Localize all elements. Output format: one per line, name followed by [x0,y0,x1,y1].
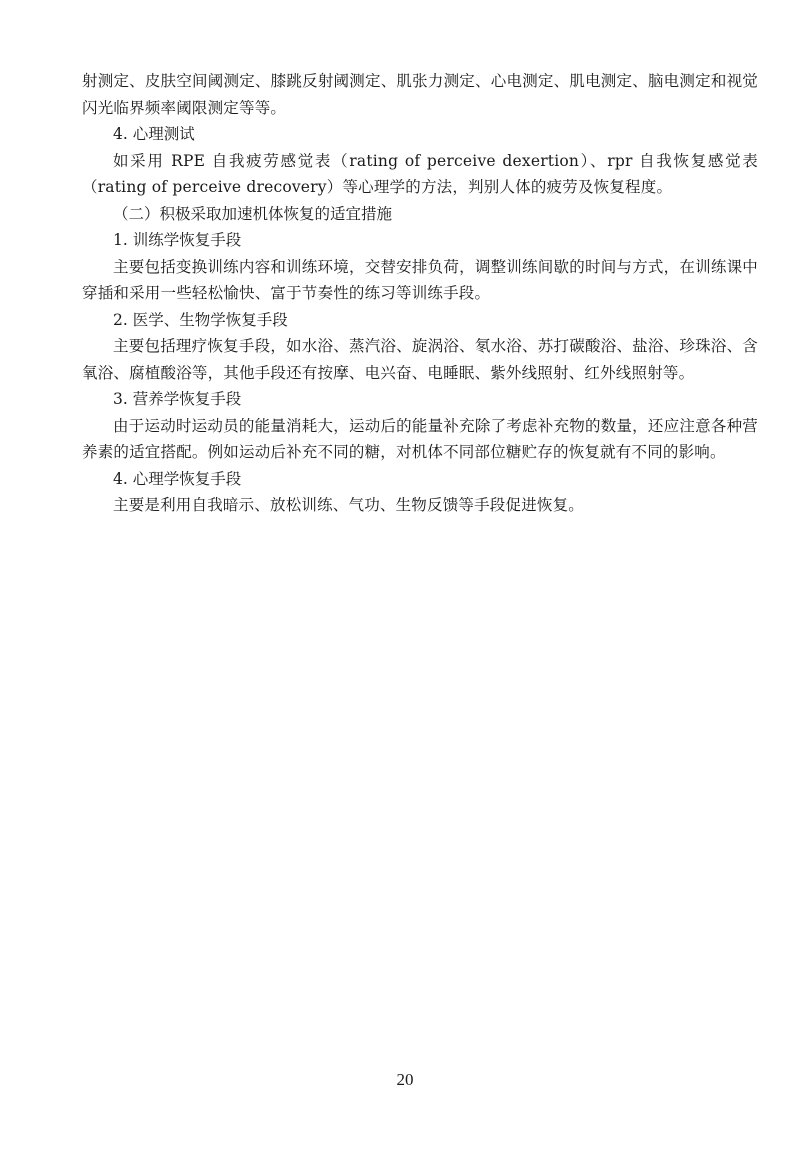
heading-nutrition: 3. 营养学恢复手段 [113,390,242,408]
paragraph-medical: 主要包括理疗恢复手段，如水浴、蒸汽浴、旋涡浴、氡水浴、苏打碳酸浴、盐浴、珍珠浴、含氧浴、腐植酸浴等，其他手段还有按摩、电兴奋、电睡眠、紫外线照射、红外线照射等。 [82,337,758,382]
heading-training: 1. 训练学恢复手段 [113,231,242,249]
heading-psych-recovery: 4. 心理学恢复手段 [113,469,242,488]
heading-medical: 2. 医学、生物学恢复手段 [113,310,288,329]
page-content [82,68,758,519]
page-number: 20 [396,1070,414,1089]
paragraph-training: 主要包括变换训练内容和训练环境，交替安排负荷，调整训练间歇的时间与方式，在训练课中穿插和采用一些轻松愉快、富于节奏性的练习等训练手段。 [82,257,758,302]
heading-section-2: （二）积极采取加速机体恢复的适宜措施 [113,204,393,223]
paragraph-psych-recovery: 主要是利用自我暗示、放松训练、气功、生物反馈等手段促进恢复。 [113,496,585,514]
paragraph-nutrition: 由于运动时运动员的能量消耗大，运动后的能量补充除了考虑补充物的数量，还应注意各种营养素的适宜搭配。例如运动后补充不同的糖，对机体不同部位糖贮存的恢复就有不同的影响。 [82,416,758,461]
paragraph-psych-test: 如采用 RPE 自我疲劳感觉表（rating of perceive dexertion）、rpr 自我恢复感觉表（rating of perceive drecovery）等心理学的方法，判别人体的疲劳及恢复程度。 [82,151,758,196]
paragraph-continued: 射测定、皮肤空间阈测定、膝跳反射阈测定、肌张力测定、心电测定、肌电测定、脑电测定和视觉闪光临界频率阈限测定等等。 [82,72,758,117]
heading-psych-test: 4. 心理测试 [113,125,195,143]
